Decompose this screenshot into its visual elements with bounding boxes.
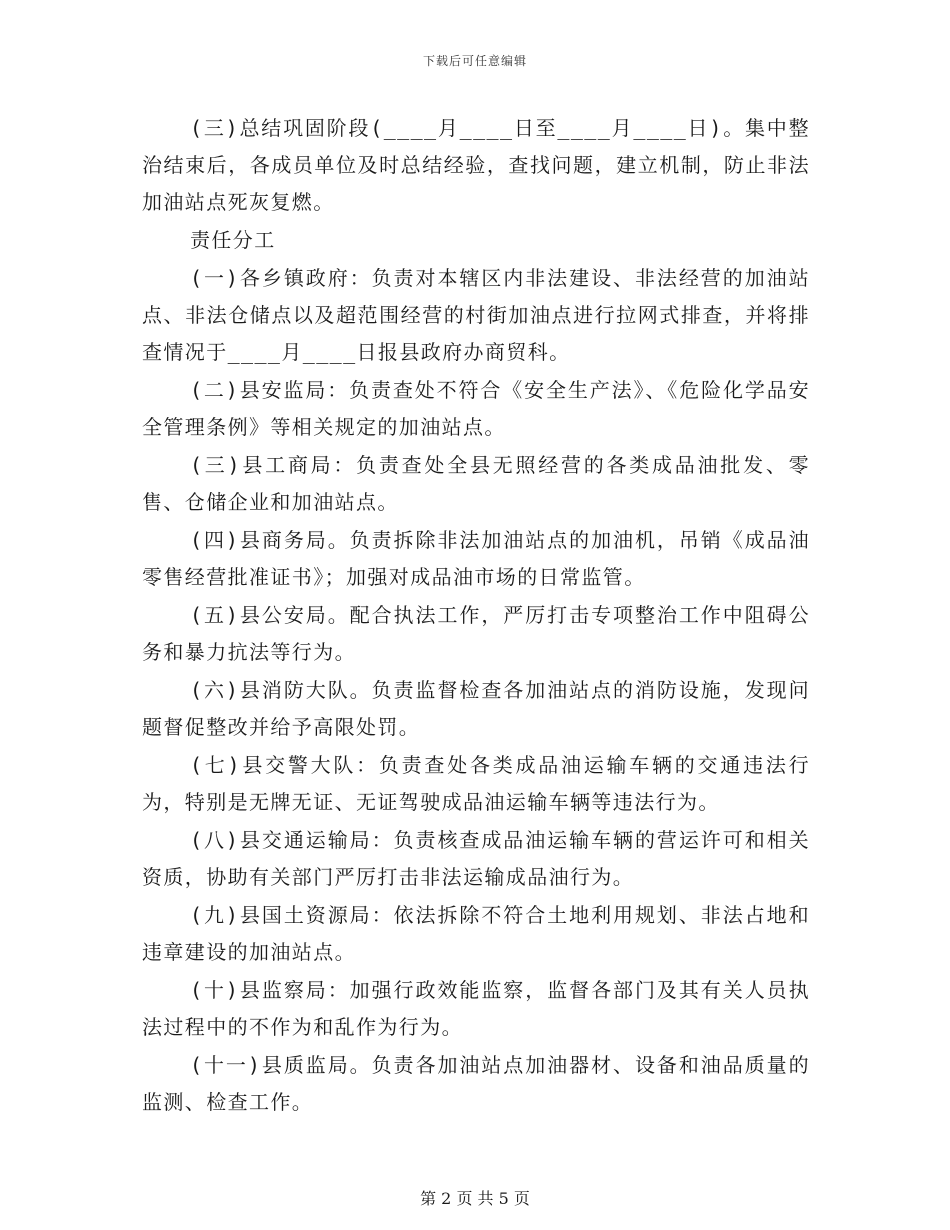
page-number-footer: 第 2 页 共 5 页 [420,1189,530,1208]
document-body [142,110,810,1122]
page-header: 下载后可任意编辑 [422,54,527,68]
paragraph-traffic-police: (七)县交警大队：负责查处各类成品油运输车辆的交通违法行为，特别是无牌无证、无证驾驶成品油运输车辆等违法行为。 [142,753,810,814]
paragraph-quality-supervision-bureau: (十一)县质监局。负责各加油站点加油器材、设备和油品质量的监测、检查工作。 [142,1053,810,1114]
paragraph-safety-supervision-bureau: (二)县安监局：负责查处不符合《安全生产法》、《危险化学品安全管理条例》等相关规定的加油站点。 [142,378,810,439]
paragraph-public-security-bureau: (五)县公安局。配合执法工作，严厉打击专项整治工作中阻碍公务和暴力抗法等行为。 [142,603,810,664]
paragraph-transport-bureau: (八)县交通运输局：负责核查成品油运输车辆的营运许可和相关资质，协助有关部门严厉打击非法运输成品油行为。 [142,828,810,889]
paragraph-industry-commerce-bureau: (三)县工商局：负责查处全县无照经营的各类成品油批发、零售、仓储企业和加油站点。 [142,453,810,514]
paragraph-fire-brigade: (六)县消防大队。负责监督检查各加油站点的消防设施，发现问题督促整改并给予高限处罚。 [142,678,810,739]
paragraph-stage-three: (三)总结巩固阶段(____月____日至____月____日)。集中整治结束后，各成员单位及时总结经验，查找问题，建立机制，防止非法加油站点死灰复燃。 [142,116,810,214]
section-heading-responsibilities: 责任分工 [190,228,276,252]
paragraph-land-resources-bureau: (九)县国土资源局：依法拆除不符合土地利用规划、非法占地和违章建设的加油站点。 [142,903,810,964]
paragraph-township-governments: (一)各乡镇政府：负责对本辖区内非法建设、非法经营的加油站点、非法仓储点以及超范围经营的村街加油点进行拉网式排查，并将排查情况于____月____日报县政府办商贸科。 [142,266,810,364]
paragraph-supervision-bureau: (十)县监察局：加强行政效能监察，监督各部门及其有关人员执法过程中的不作为和乱作为行为。 [142,978,810,1039]
paragraph-commerce-bureau: (四)县商务局。负责拆除非法加油站点的加油机，吊销《成品油零售经营批准证书》；加强对成品油市场的日常监管。 [142,528,810,589]
